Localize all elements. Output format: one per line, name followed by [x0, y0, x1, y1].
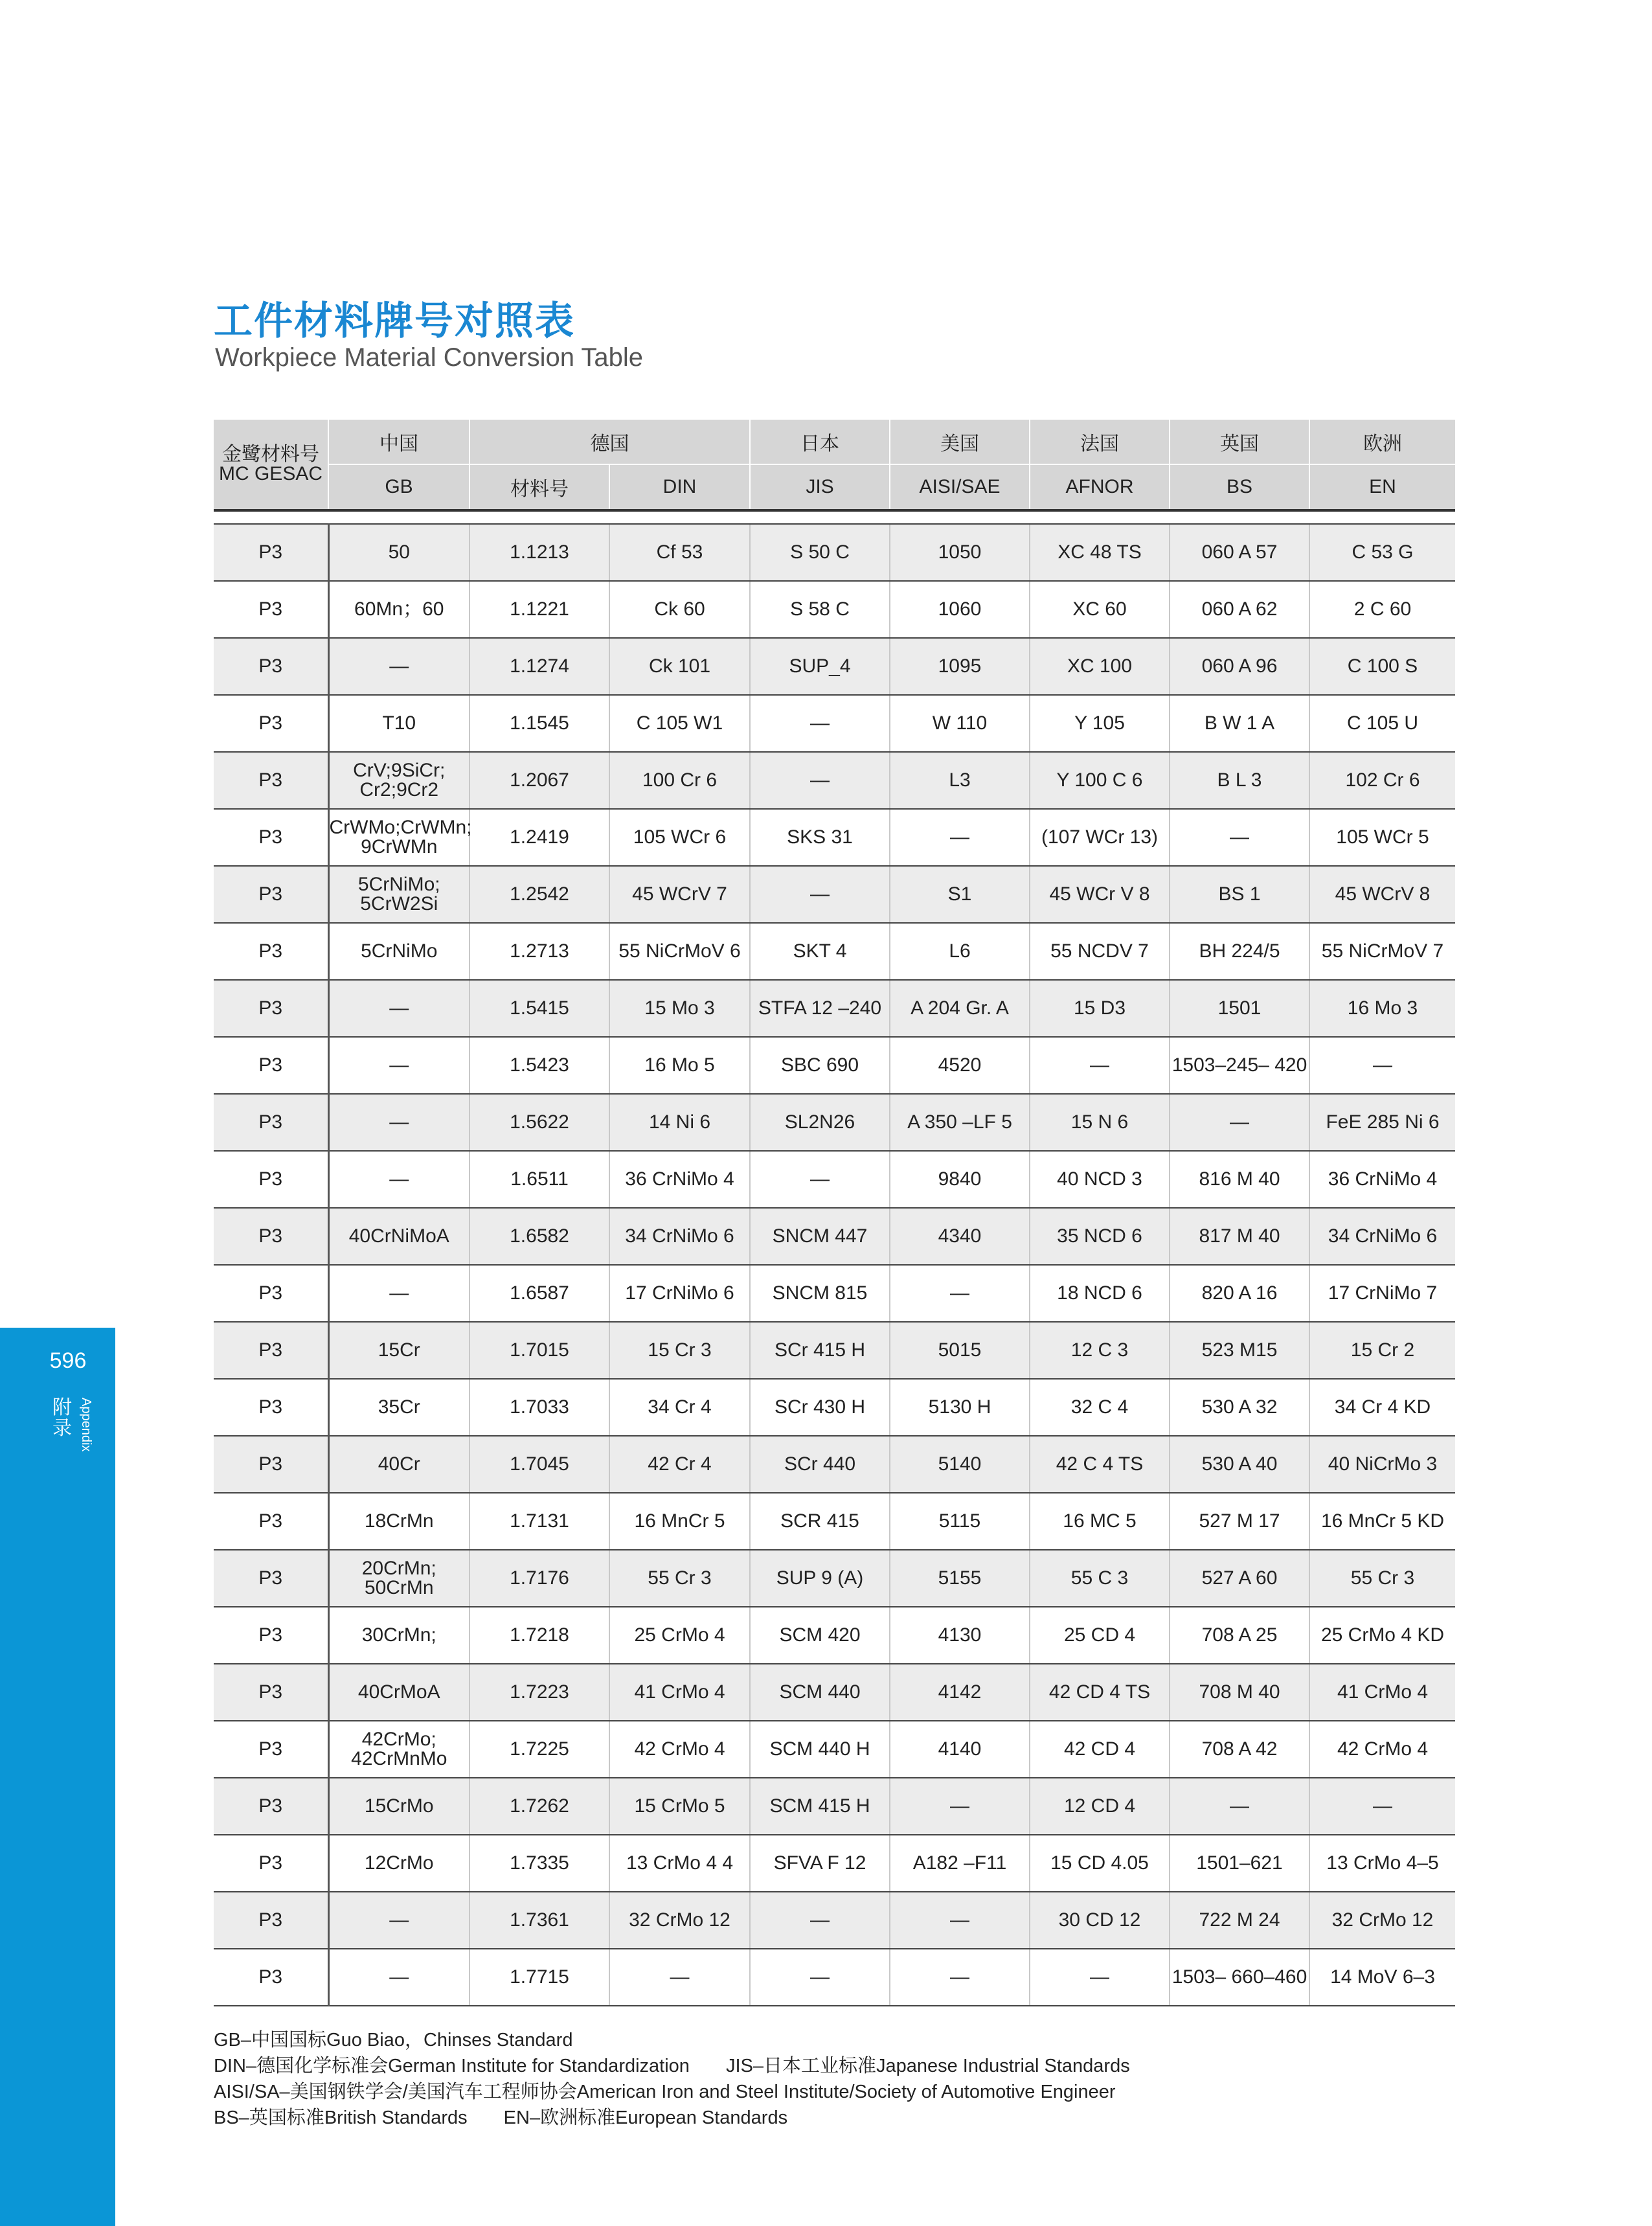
cell-mc: P3	[214, 1892, 328, 1949]
cell-din: 42 CrMo 4	[609, 1721, 750, 1778]
table-row	[214, 1550, 1455, 1607]
cell-material-no: 1.7015	[470, 1322, 609, 1379]
footnote-bs: BS–英国标准British Standards	[214, 2107, 468, 2128]
cell-material-no: 1.6582	[470, 1208, 609, 1265]
cell-bs: 1501	[1170, 980, 1309, 1037]
header-france: 法国	[1030, 420, 1170, 464]
cell-afnor: 42 C 4 TS	[1030, 1436, 1170, 1493]
cell-mc: P3	[214, 1721, 328, 1778]
cell-gb: —	[328, 1892, 470, 1949]
cell-jis: SCM 440 H	[750, 1721, 890, 1778]
cell-en: 34 Cr 4 KD	[1309, 1379, 1455, 1436]
table-row	[214, 1892, 1455, 1949]
cell-material-no: 1.7131	[470, 1493, 609, 1550]
cell-material-no: 1.1274	[470, 638, 609, 695]
cell-en: C 100 S	[1309, 638, 1455, 695]
cell-en: 36 CrNiMo 4	[1309, 1151, 1455, 1208]
cell-en: 14 MoV 6–3	[1309, 1949, 1455, 2006]
cell-mc: P3	[214, 1322, 328, 1379]
cell-gb: —	[328, 980, 470, 1037]
cell-afnor: XC 100	[1030, 638, 1170, 695]
cell-aisi: A 204 Gr. A	[890, 980, 1030, 1037]
cell-en: FeE 285 Ni 6	[1309, 1094, 1455, 1151]
cell-bs: 1503– 660–460	[1170, 1949, 1309, 2006]
cell-afnor: XC 48 TS	[1030, 524, 1170, 581]
cell-mc: P3	[214, 1550, 328, 1607]
cell-aisi: 4340	[890, 1208, 1030, 1265]
cell-en: —	[1309, 1037, 1455, 1094]
cell-afnor: 12 CD 4	[1030, 1778, 1170, 1835]
side-section-cn: 附录	[52, 1397, 72, 1439]
cell-jis: SCR 415	[750, 1493, 890, 1550]
cell-mc: P3	[214, 1664, 328, 1721]
cell-din: 13 CrMo 4 4	[609, 1835, 750, 1892]
cell-afnor: 25 CD 4	[1030, 1607, 1170, 1664]
cell-mc: P3	[214, 866, 328, 923]
cell-jis: —	[750, 866, 890, 923]
cell-din: 34 Cr 4	[609, 1379, 750, 1436]
cell-jis: SCr 430 H	[750, 1379, 890, 1436]
cell-bs: 527 A 60	[1170, 1550, 1309, 1607]
cell-afnor: (107 WCr 13)	[1030, 809, 1170, 866]
cell-afnor: 16 MC 5	[1030, 1493, 1170, 1550]
table-row	[214, 1778, 1455, 1835]
header-europe: 欧洲	[1309, 420, 1455, 464]
cell-din: 55 NiCrMoV 6	[609, 923, 750, 980]
cell-aisi: 4140	[890, 1721, 1030, 1778]
cell-en: 105 WCr 5	[1309, 809, 1455, 866]
cell-mc: P3	[214, 980, 328, 1037]
cell-material-no: 1.7223	[470, 1664, 609, 1721]
cell-din: 34 CrNiMo 6	[609, 1208, 750, 1265]
footnotes	[214, 2027, 1130, 2131]
table-row	[214, 809, 1455, 866]
page-subtitle: Workpiece Material Conversion Table	[215, 343, 644, 372]
cell-gb: CrV;9SiCr; Cr2;9Cr2	[328, 752, 470, 809]
table-row	[214, 1265, 1455, 1322]
cell-mc: P3	[214, 695, 328, 752]
cell-afnor: 18 NCD 6	[1030, 1265, 1170, 1322]
cell-din: Ck 101	[609, 638, 750, 695]
cell-material-no: 1.2419	[470, 809, 609, 866]
cell-en: 16 MnCr 5 KD	[1309, 1493, 1455, 1550]
cell-din: Cf 53	[609, 524, 750, 581]
cell-material-no: 1.7033	[470, 1379, 609, 1436]
cell-afnor: 42 CD 4 TS	[1030, 1664, 1170, 1721]
cell-afnor: XC 60	[1030, 581, 1170, 638]
cell-aisi: 1050	[890, 524, 1030, 581]
cell-afnor: 55 C 3	[1030, 1550, 1170, 1607]
table-row	[214, 1436, 1455, 1493]
cell-din: 14 Ni 6	[609, 1094, 750, 1151]
cell-mc: P3	[214, 1607, 328, 1664]
cell-gb: 12CrMo	[328, 1835, 470, 1892]
footnote-en: EN–欧洲标准European Standards	[503, 2107, 788, 2128]
cell-jis: SKT 4	[750, 923, 890, 980]
table-row	[214, 1664, 1455, 1721]
table-row	[214, 695, 1455, 752]
footnote-line-2	[214, 2053, 1130, 2079]
cell-en: 102 Cr 6	[1309, 752, 1455, 809]
cell-material-no: 1.7262	[470, 1778, 609, 1835]
cell-gb: —	[328, 1094, 470, 1151]
cell-afnor: 40 NCD 3	[1030, 1151, 1170, 1208]
cell-en: 41 CrMo 4	[1309, 1664, 1455, 1721]
footnote-din: DIN–德国化学标准会German Institute for Standardization	[214, 2056, 690, 2076]
cell-en: 45 WCrV 8	[1309, 866, 1455, 923]
cell-aisi: L3	[890, 752, 1030, 809]
cell-jis: —	[750, 752, 890, 809]
cell-aisi: 5115	[890, 1493, 1030, 1550]
cell-bs: —	[1170, 1778, 1309, 1835]
cell-jis: —	[750, 1892, 890, 1949]
cell-gb: T10	[328, 695, 470, 752]
cell-aisi: —	[890, 1265, 1030, 1322]
cell-afnor: Y 105	[1030, 695, 1170, 752]
cell-material-no: 1.1221	[470, 581, 609, 638]
cell-jis: SKS 31	[750, 809, 890, 866]
cell-material-no: 1.7361	[470, 1892, 609, 1949]
cell-en: 25 CrMo 4 KD	[1309, 1607, 1455, 1664]
footnote-aisi: AISI/SA–美国钢铁学会/美国汽车工程师协会American Iron and Steel Institute/Society of Automotive Engineer	[214, 2082, 1116, 2102]
cell-aisi: W 110	[890, 695, 1030, 752]
cell-gb: —	[328, 1949, 470, 2006]
cell-en: 16 Mo 3	[1309, 980, 1455, 1037]
cell-aisi: 5015	[890, 1322, 1030, 1379]
cell-bs: B W 1 A	[1170, 695, 1309, 752]
table-row	[214, 638, 1455, 695]
cell-aisi: 4130	[890, 1607, 1030, 1664]
cell-mc: P3	[214, 809, 328, 866]
cell-material-no: 1.7335	[470, 1835, 609, 1892]
page-number: 596	[49, 1348, 87, 1373]
cell-bs: 527 M 17	[1170, 1493, 1309, 1550]
cell-aisi: —	[890, 1949, 1030, 2006]
cell-bs: 523 M15	[1170, 1322, 1309, 1379]
cell-aisi: 1060	[890, 581, 1030, 638]
cell-material-no: 1.2067	[470, 752, 609, 809]
cell-mc: P3	[214, 1778, 328, 1835]
cell-bs: 1501–621	[1170, 1835, 1309, 1892]
cell-en: 15 Cr 2	[1309, 1322, 1455, 1379]
cell-aisi: —	[890, 1778, 1030, 1835]
table-row	[214, 524, 1455, 581]
cell-din: 105 WCr 6	[609, 809, 750, 866]
cell-gb: —	[328, 1151, 470, 1208]
cell-aisi: 4520	[890, 1037, 1030, 1094]
table-row	[214, 1322, 1455, 1379]
cell-material-no: 1.2713	[470, 923, 609, 980]
cell-afnor: Y 100 C 6	[1030, 752, 1170, 809]
cell-jis: SCr 415 H	[750, 1322, 890, 1379]
cell-en: 17 CrNiMo 7	[1309, 1265, 1455, 1322]
cell-gb: 60Mn；60	[328, 581, 470, 638]
table-row	[214, 1094, 1455, 1151]
cell-din: C 105 W1	[609, 695, 750, 752]
cell-mc: P3	[214, 1493, 328, 1550]
table-row	[214, 980, 1455, 1037]
cell-bs: —	[1170, 1094, 1309, 1151]
cell-gb: 50	[328, 524, 470, 581]
cell-en: 32 CrMo 12	[1309, 1892, 1455, 1949]
header-spacer	[214, 510, 1455, 524]
cell-gb: 40CrNiMoA	[328, 1208, 470, 1265]
cell-din: 36 CrNiMo 4	[609, 1151, 750, 1208]
cell-din: 15 Mo 3	[609, 980, 750, 1037]
cell-aisi: 1095	[890, 638, 1030, 695]
cell-en: C 53 G	[1309, 524, 1455, 581]
cell-aisi: A 350 –LF 5	[890, 1094, 1030, 1151]
table-row	[214, 1607, 1455, 1664]
header-uk: 英国	[1170, 420, 1309, 464]
cell-material-no: 1.5622	[470, 1094, 609, 1151]
cell-din: 100 Cr 6	[609, 752, 750, 809]
table-row	[214, 1208, 1455, 1265]
cell-bs: 060 A 62	[1170, 581, 1309, 638]
cell-aisi: 9840	[890, 1151, 1030, 1208]
cell-jis: —	[750, 695, 890, 752]
cell-din: 15 CrMo 5	[609, 1778, 750, 1835]
cell-aisi: 4142	[890, 1664, 1030, 1721]
cell-jis: SCM 415 H	[750, 1778, 890, 1835]
cell-jis: SNCM 815	[750, 1265, 890, 1322]
table-row	[214, 1379, 1455, 1436]
cell-jis: S 58 C	[750, 581, 890, 638]
cell-aisi: L6	[890, 923, 1030, 980]
cell-afnor: —	[1030, 1037, 1170, 1094]
header-china: 中国	[328, 420, 470, 464]
cell-afnor: 45 WCr V 8	[1030, 866, 1170, 923]
header-japan: 日本	[750, 420, 890, 464]
cell-mc: P3	[214, 1094, 328, 1151]
cell-material-no: 1.7715	[470, 1949, 609, 2006]
header-aisi: AISI/SAE	[890, 464, 1030, 510]
cell-material-no: 1.5423	[470, 1037, 609, 1094]
cell-gb: CrWMo;CrWMn; 9CrWMn	[328, 809, 470, 866]
cell-material-no: 1.2542	[470, 866, 609, 923]
cell-en: 42 CrMo 4	[1309, 1721, 1455, 1778]
cell-afnor: 15 D3	[1030, 980, 1170, 1037]
table-row	[214, 581, 1455, 638]
cell-material-no: 1.7218	[470, 1607, 609, 1664]
cell-bs: BS 1	[1170, 866, 1309, 923]
cell-material-no: 1.1545	[470, 695, 609, 752]
cell-aisi: 5140	[890, 1436, 1030, 1493]
cell-en: 55 NiCrMoV 7	[1309, 923, 1455, 980]
cell-bs: 816 M 40	[1170, 1151, 1309, 1208]
cell-afnor: 15 CD 4.05	[1030, 1835, 1170, 1892]
cell-jis: S 50 C	[750, 524, 890, 581]
cell-en: 13 CrMo 4–5	[1309, 1835, 1455, 1892]
header-usa: 美国	[890, 420, 1030, 464]
cell-din: 17 CrNiMo 6	[609, 1265, 750, 1322]
side-bar	[0, 1328, 115, 2226]
cell-bs: 1503–245– 420	[1170, 1037, 1309, 1094]
cell-jis: SUP 9 (A)	[750, 1550, 890, 1607]
cell-afnor: 12 C 3	[1030, 1322, 1170, 1379]
cell-bs: 708 A 25	[1170, 1607, 1309, 1664]
side-section-label	[52, 1398, 93, 1451]
footnote-line-4	[214, 2105, 1130, 2131]
header-en: EN	[1309, 464, 1455, 510]
cell-aisi: A182 –F11	[890, 1835, 1030, 1892]
cell-din: 25 CrMo 4	[609, 1607, 750, 1664]
cell-bs: 708 A 42	[1170, 1721, 1309, 1778]
cell-bs: 722 M 24	[1170, 1892, 1309, 1949]
cell-gb: —	[328, 1037, 470, 1094]
cell-en: —	[1309, 1778, 1455, 1835]
cell-jis: SBC 690	[750, 1037, 890, 1094]
cell-gb: 35Cr	[328, 1379, 470, 1436]
cell-din: 42 Cr 4	[609, 1436, 750, 1493]
cell-bs: B L 3	[1170, 752, 1309, 809]
cell-bs: 530 A 32	[1170, 1379, 1309, 1436]
cell-en: 55 Cr 3	[1309, 1550, 1455, 1607]
cell-afnor: —	[1030, 1949, 1170, 2006]
cell-bs: BH 224/5	[1170, 923, 1309, 980]
cell-din: 16 Mo 5	[609, 1037, 750, 1094]
cell-material-no: 1.5415	[470, 980, 609, 1037]
cell-gb: 5CrNiMo	[328, 923, 470, 980]
cell-mc: P3	[214, 1037, 328, 1094]
cell-bs: 820 A 16	[1170, 1265, 1309, 1322]
cell-afnor: 15 N 6	[1030, 1094, 1170, 1151]
table-body	[214, 510, 1455, 2006]
cell-gb: —	[328, 1265, 470, 1322]
cell-material-no: 1.7225	[470, 1721, 609, 1778]
cell-material-no: 1.6511	[470, 1151, 609, 1208]
header-gb: GB	[328, 464, 470, 510]
cell-jis: SFVA F 12	[750, 1835, 890, 1892]
cell-material-no: 1.7176	[470, 1550, 609, 1607]
cell-din: Ck 60	[609, 581, 750, 638]
cell-en: 34 CrNiMo 6	[1309, 1208, 1455, 1265]
table-row	[214, 923, 1455, 980]
cell-din: 15 Cr 3	[609, 1322, 750, 1379]
cell-jis: SL2N26	[750, 1094, 890, 1151]
cell-mc: P3	[214, 1436, 328, 1493]
cell-mc: P3	[214, 1151, 328, 1208]
cell-gb: 5CrNiMo; 5CrW2Si	[328, 866, 470, 923]
cell-jis: SUP_4	[750, 638, 890, 695]
cell-aisi: 5130 H	[890, 1379, 1030, 1436]
side-section-en: Appendix	[79, 1398, 93, 1452]
table-row	[214, 1037, 1455, 1094]
cell-din: 16 MnCr 5	[609, 1493, 750, 1550]
cell-gb: 20CrMn; 50CrMn	[328, 1550, 470, 1607]
cell-din: 45 WCrV 7	[609, 866, 750, 923]
footnote-gb: GB–中国国标Guo Biao，Chinses Standard	[214, 2030, 573, 2050]
cell-mc: P3	[214, 638, 328, 695]
cell-gb: 15CrMo	[328, 1778, 470, 1835]
footnote-line-1	[214, 2027, 1130, 2053]
cell-aisi: —	[890, 809, 1030, 866]
header-bs: BS	[1170, 464, 1309, 510]
page-title: 工件材料牌号对照表	[214, 299, 575, 344]
header-material-no: 材料号	[470, 464, 609, 510]
cell-aisi: —	[890, 1892, 1030, 1949]
table-row	[214, 866, 1455, 923]
cell-material-no: 1.6587	[470, 1265, 609, 1322]
cell-gb: —	[328, 638, 470, 695]
cell-material-no: 1.1213	[470, 524, 609, 581]
cell-mc: P3	[214, 752, 328, 809]
cell-jis: STFA 12 –240	[750, 980, 890, 1037]
footnote-jis: JIS–日本工业标准Japanese Industrial Standards	[725, 2056, 1130, 2076]
cell-afnor: 35 NCD 6	[1030, 1208, 1170, 1265]
cell-din: 41 CrMo 4	[609, 1664, 750, 1721]
cell-bs: 708 M 40	[1170, 1664, 1309, 1721]
cell-gb: 18CrMn	[328, 1493, 470, 1550]
cell-bs: 817 M 40	[1170, 1208, 1309, 1265]
table-row	[214, 1835, 1455, 1892]
table-row	[214, 1493, 1455, 1550]
cell-gb: 15Cr	[328, 1322, 470, 1379]
header-row-countries	[214, 420, 1455, 464]
cell-mc: P3	[214, 1949, 328, 2006]
cell-mc: P3	[214, 1379, 328, 1436]
table-row	[214, 1721, 1455, 1778]
cell-bs: 060 A 57	[1170, 524, 1309, 581]
cell-din: 55 Cr 3	[609, 1550, 750, 1607]
cell-bs: —	[1170, 809, 1309, 866]
cell-mc: P3	[214, 1835, 328, 1892]
cell-en: C 105 U	[1309, 695, 1455, 752]
cell-aisi: 5155	[890, 1550, 1030, 1607]
cell-gb: 30CrMn;	[328, 1607, 470, 1664]
table-row	[214, 752, 1455, 809]
cell-afnor: 42 CD 4	[1030, 1721, 1170, 1778]
cell-afnor: 55 NCDV 7	[1030, 923, 1170, 980]
header-din: DIN	[609, 464, 750, 510]
cell-mc: P3	[214, 1265, 328, 1322]
conversion-table	[214, 420, 1455, 2006]
cell-mc: P3	[214, 524, 328, 581]
cell-mc: P3	[214, 581, 328, 638]
cell-jis: —	[750, 1949, 890, 2006]
footnote-line-3	[214, 2079, 1130, 2105]
cell-gb: 40Cr	[328, 1436, 470, 1493]
cell-jis: SNCM 447	[750, 1208, 890, 1265]
header-row-standards	[214, 464, 1455, 510]
cell-jis: SCM 440	[750, 1664, 890, 1721]
cell-afnor: 32 C 4	[1030, 1379, 1170, 1436]
cell-jis: SCr 440	[750, 1436, 890, 1493]
table-row	[214, 1949, 1455, 2006]
cell-bs: 530 A 40	[1170, 1436, 1309, 1493]
cell-aisi: S1	[890, 866, 1030, 923]
cell-afnor: 30 CD 12	[1030, 1892, 1170, 1949]
cell-din: —	[609, 1949, 750, 2006]
header-germany: 德国	[470, 420, 750, 464]
cell-mc: P3	[214, 923, 328, 980]
cell-jis: SCM 420	[750, 1607, 890, 1664]
cell-material-no: 1.7045	[470, 1436, 609, 1493]
header-jis: JIS	[750, 464, 890, 510]
cell-en: 2 C 60	[1309, 581, 1455, 638]
cell-din: 32 CrMo 12	[609, 1892, 750, 1949]
cell-en: 40 NiCrMo 3	[1309, 1436, 1455, 1493]
header-mc: 金鹭材料号 MC GESAC	[214, 420, 328, 510]
cell-jis: —	[750, 1151, 890, 1208]
cell-bs: 060 A 96	[1170, 638, 1309, 695]
table-row	[214, 1151, 1455, 1208]
cell-mc: P3	[214, 1208, 328, 1265]
cell-gb: 40CrMoA	[328, 1664, 470, 1721]
header-afnor: AFNOR	[1030, 464, 1170, 510]
cell-gb: 42CrMo; 42CrMnMo	[328, 1721, 470, 1778]
